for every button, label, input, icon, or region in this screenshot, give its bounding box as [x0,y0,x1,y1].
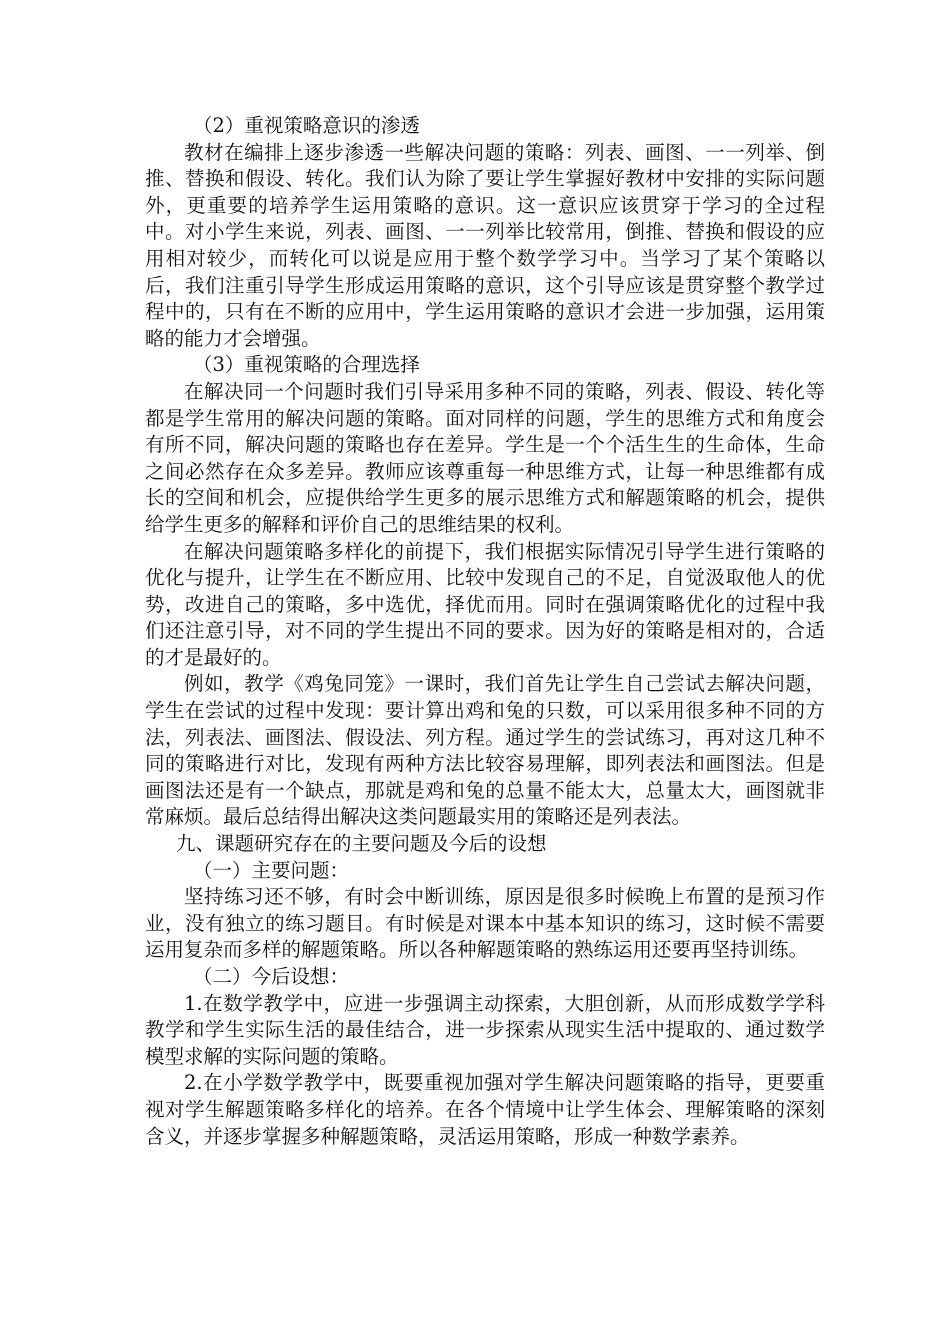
paragraph-example-chicken-rabbit: 例如，教学《鸡兔同笼》一课时，我们首先让学生自己尝试去解决问题，学生在尝试的过程中发现：要计算出鸡和兔的只数，可以采用很多种不同的方法，列表法、画图法、假设法、列方程。通过学生的尝试练习，再对这几种不同的策略进行对比，发现有两种方法比较容易理解，即列表法和画图法。但是画图法还是有一个缺点，那就是鸡和兔的总量不能太大，总量太大，画图就非常麻烦。最后总结得出解决这类问题最实用的策略还是列表法。 [145,672,825,829]
document-page [145,113,825,1150]
heading-strategy-awareness: （2）重视策略意识的渗透 [193,114,420,137]
paragraph-main-problems: 坚持练习还不够，有时会中断训练，原因是很多时候晚上布置的是预习作业，没有独立的练习题目。有时候是对课本中基本知识的练习，这时候不需要运用复杂而多样的解题策略。所以各种解题策略的熟练运用还要再坚持训练。 [145,885,825,962]
subheading-future-plans: （二）今后设想： [193,965,350,988]
paragraph-multiple-strategies: 在解决同一个问题时我们引导采用多种不同的策略，列表、假设、转化等都是学生常用的解决问题的策略。面对同样的问题，学生的思维方式和角度会有所不同，解决问题的策略也存在差异。学生是一个个活生生的生命体，生命之间必然存在众多差异。教师应该尊重每一种思维方式，让每一种思维都有成长的空间和机会，应提供给学生更多的展示思维方式和解题策略的机会，提供给学生更多的解释和评价自己的思维结果的权利。 [145,379,825,536]
section-title-problems-and-plans: 九、课题研究存在的主要问题及今后的设想 [176,832,547,856]
paragraph-plan-1: 1.在数学教学中，应进一步强调主动探索，大胆创新，从而形成数学学科教学和学生实际生活的最佳结合，进一步探索从现实生活中提取的、通过数学模型求解的实际问题的策略。 [145,991,825,1068]
paragraph-strategy-awareness: 教材在编排上逐步渗透一些解决问题的策略：列表、画图、一一列举、倒推、替换和假设、转化。我们认为除了要让学生掌握好教材中安排的实际问题外，更重要的培养学生运用策略的意识。这一意识应该贯穿于学习的全过程中。对小学生来说，列表、画图、一一列举比较常用，倒推、替换和假设的应用相对较少，而转化可以说是应用于整个数学学习中。当学习了某个策略以后，我们注重引导学生形成运用策略的意识，这个引导应该是贯穿整个教学过程中的，只有在不断的应用中，学生运用策略的意识才会进一步加强，运用策略的能力才会增强。 [145,140,825,350]
paragraph-strategy-optimization: 在解决问题策略多样化的前提下，我们根据实际情况引导学生进行策略的优化与提升，让学生在不断应用、比较中发现自己的不足，自觉汲取他人的优势，改进自己的策略，多中选优，择优而用。同时在强调策略优化的过程中我们还注意引导，对不同的学生提出不同的要求。因为好的策略是相对的，合适的才是最好的。 [145,539,825,669]
subheading-main-problems: （一）主要问题： [193,858,350,882]
paragraph-plan-2: 2.在小学数学教学中，既要重视加强对学生解决问题策略的指导，更要重视对学生解题策略多样化的培养。在各个情境中让学生体会、理解策略的深刻含义，并逐步掌握多种解题策略，灵活运用策略，形成一种数学素养。 [145,1071,825,1148]
heading-strategy-selection: （3）重视策略的合理选择 [193,353,420,377]
